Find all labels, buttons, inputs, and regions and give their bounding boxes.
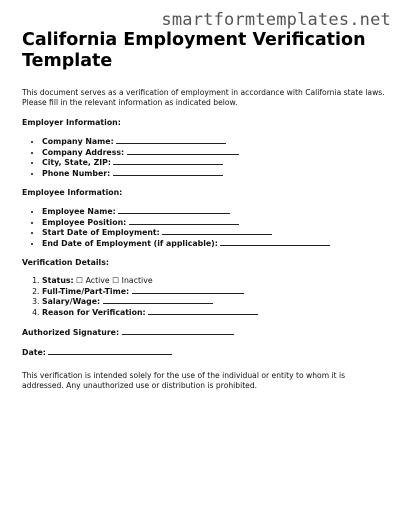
status-inactive-checkbox[interactable]: ☐ Inactive (112, 276, 153, 285)
city-state-zip-label: City, State, ZIP: (42, 158, 111, 167)
watermark-text: smartformtemplates.net (161, 10, 391, 30)
city-state-zip-field[interactable] (113, 157, 223, 165)
start-date-field[interactable] (162, 227, 272, 235)
list-item (42, 296, 387, 307)
document-title: California Employment Verification Template (22, 30, 366, 71)
date-field[interactable] (48, 347, 172, 355)
list-item (42, 276, 387, 286)
status-active-checkbox[interactable]: ☐ Active (76, 276, 110, 285)
verification-section-heading: Verification Details: (22, 258, 109, 267)
reason-field[interactable] (148, 307, 258, 315)
authorized-signature-row (22, 327, 387, 337)
list-item (42, 217, 387, 228)
authorized-signature-label: Authorized Signature: (22, 328, 120, 337)
list-item (42, 147, 387, 158)
company-address-field[interactable] (127, 147, 239, 155)
fulltime-parttime-field[interactable] (132, 286, 244, 294)
list-item (42, 238, 387, 249)
list-item (42, 206, 387, 217)
list-item (42, 136, 387, 147)
list-item (42, 307, 387, 318)
employer-field-list (22, 136, 387, 178)
list-item (42, 157, 387, 168)
phone-number-field[interactable] (113, 168, 223, 176)
salary-wage-label: Salary/Wage: (42, 297, 101, 306)
footer-paragraph: This verification is intended solely for the use of the individual or entity to whom it is addressed. Any unauthorized use or distribution is prohibited. (22, 371, 346, 390)
employee-position-field[interactable] (129, 217, 239, 225)
phone-number-label: Phone Number: (42, 168, 111, 178)
list-item (42, 227, 387, 238)
reason-label: Reason for Verification: (42, 307, 146, 317)
end-date-label: End Date of Employment (if applicable): (42, 238, 218, 248)
authorized-signature-field[interactable] (122, 327, 234, 335)
employee-name-label: Employee Name: (42, 207, 116, 216)
document-page (22, 30, 387, 399)
start-date-label: Start Date of Employment: (42, 228, 160, 237)
verification-field-list (22, 276, 387, 317)
salary-wage-field[interactable] (103, 296, 213, 304)
date-row (22, 347, 387, 357)
employee-position-label: Employee Position: (42, 217, 127, 227)
list-item (42, 168, 387, 179)
company-address-label: Company Address: (42, 147, 125, 157)
employee-name-field[interactable] (118, 206, 230, 214)
status-label: Status: (42, 276, 74, 285)
company-name-field[interactable] (116, 136, 226, 144)
employee-section-heading: Employee Information: (22, 188, 123, 197)
company-name-label: Company Name: (42, 137, 114, 146)
end-date-field[interactable] (220, 238, 330, 246)
employer-section-heading: Employer Information: (22, 118, 121, 127)
intro-paragraph: This document serves as a verification of employment in accordance with California state laws. Please fill in the relevant information as indicated below. (22, 88, 385, 107)
fulltime-parttime-label: Full-Time/Part-Time: (42, 286, 130, 296)
employee-field-list (22, 206, 387, 248)
date-label: Date: (22, 348, 46, 357)
list-item (42, 286, 387, 297)
